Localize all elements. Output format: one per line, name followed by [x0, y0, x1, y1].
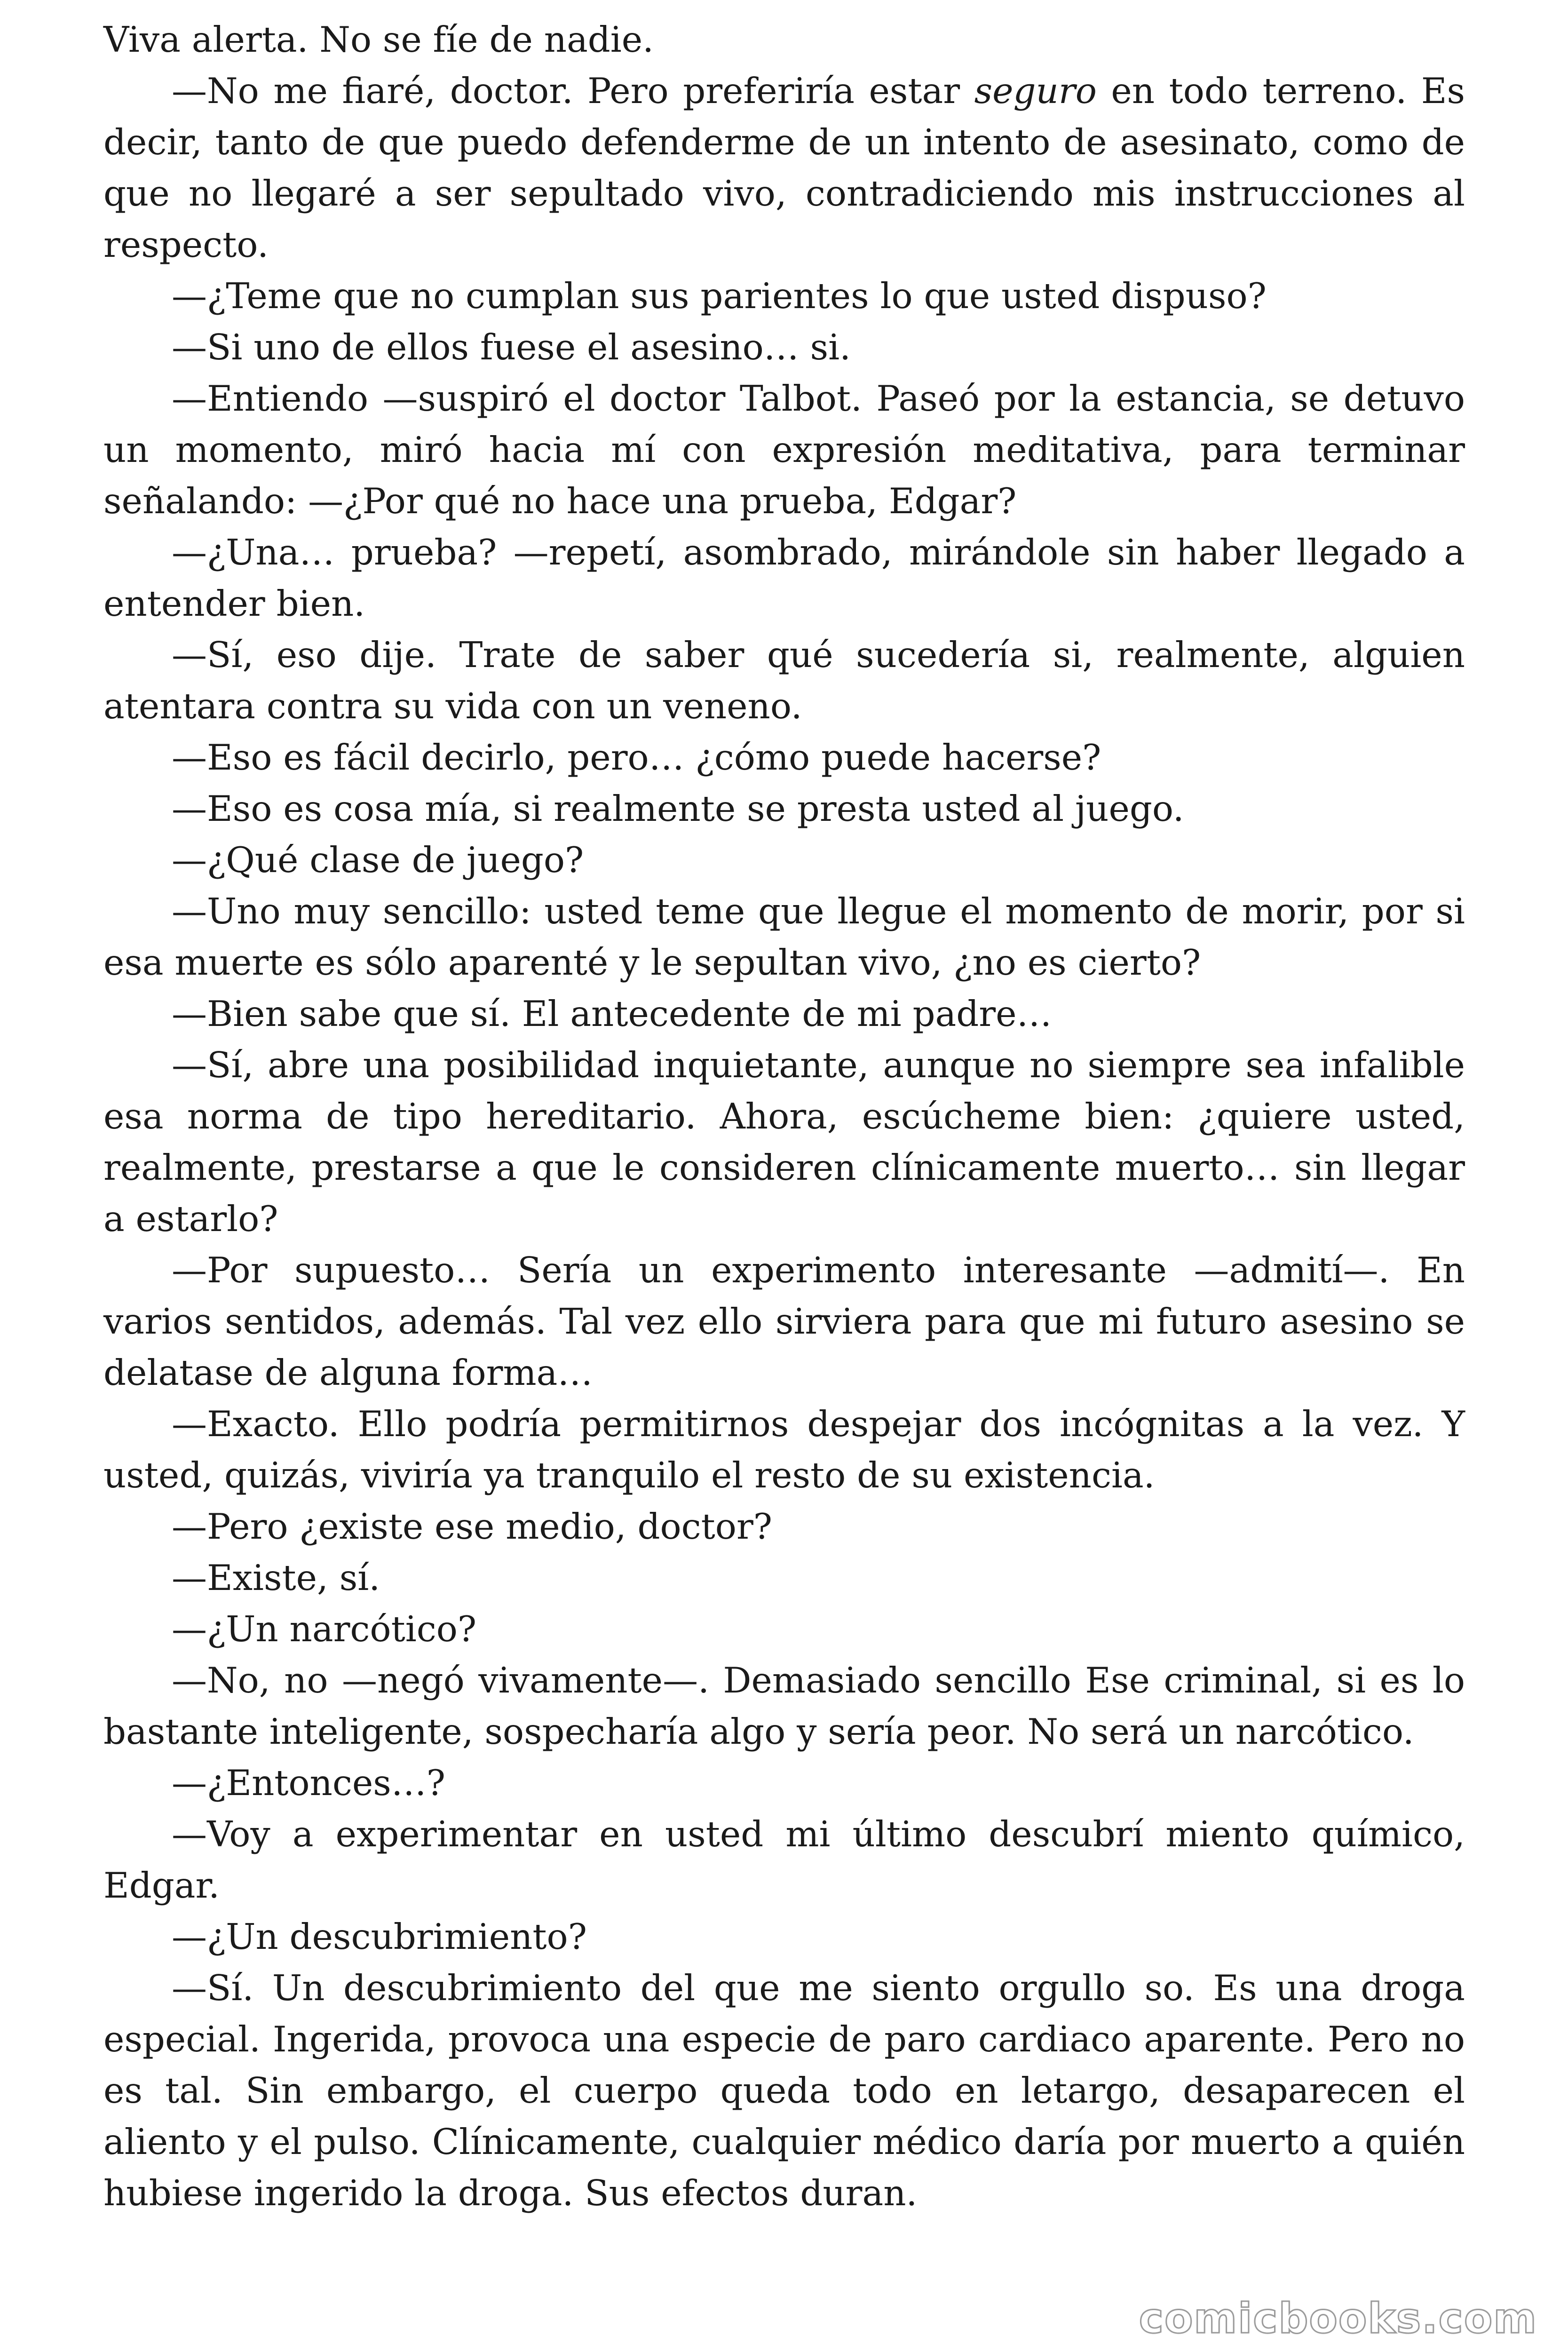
paragraph: —¿Teme que no cumplan sus parientes lo que usted dispuso? — [172, 275, 1267, 317]
paragraph: —Sí, abre una posibilidad inquietante, aunque no siempre sea infalible esa norma de tipo hereditario. Ahora, escúcheme bien: ¿quiere usted, realmente, prestarse a que le consideren clínicamente muerto… sin llegar a estarlo? — [103, 1044, 1465, 1240]
paragraph: —Sí. Un descubrimiento del que me siento orgullo so. Es una droga especial. Ingerida, provoca una especie de paro cardiaco aparente. Pero no es tal. Sin embargo, el cuerpo queda todo en letargo, desaparecen el aliento y el pulso. Clínicamente, cualquier médico daría por muerto a quién hubiese ingerido la droga. Sus efectos duran. — [103, 1967, 1465, 2214]
paragraph: —Bien sabe que sí. El antecedente de mi padre… — [172, 993, 1052, 1034]
paragraph: —¿Un narcótico? — [172, 1608, 477, 1650]
paragraph: —Uno muy sencillo: usted teme que llegue el momento de morir, por si esa muerte es sólo aparenté y le sepultan vivo, ¿no es cierto? — [103, 890, 1465, 983]
paragraph: —Entiendo —suspiró el doctor Talbot. Paseó por la estancia, se detuvo un momento, miró hacia mí con expresión meditativa, para terminar señalando: —¿Por qué no hace una prueba, Edgar? — [103, 378, 1465, 522]
paragraph: —Pero ¿existe ese medio, doctor? — [172, 1506, 773, 1547]
paragraph: Viva alerta. No se fíe de nadie. — [103, 19, 654, 60]
paragraph: —¿Qué clase de juego? — [172, 839, 584, 881]
paragraph: —¿Una… prueba? —repetí, asombrado, mirándole sin haber llegado a entender bien. — [103, 532, 1465, 624]
paragraph: —No me fiaré, doctor. Pero preferiría estar seguro en todo terreno. Es decir, tanto de que puedo defenderme de un intento de asesinato, como de que no llegaré a ser sepultado vivo, contradiciendo mis instrucciones al respecto. — [103, 70, 1465, 265]
paragraph: —¿Entonces…? — [172, 1762, 445, 1804]
paragraph: —Existe, sí. — [172, 1557, 380, 1598]
paragraph: —¿Un descubrimiento? — [172, 1916, 587, 1957]
book-page-text — [103, 14, 1465, 2219]
paragraph: —Si uno de ellos fuese el asesino… si. — [172, 326, 851, 368]
paragraph: —Sí, eso dije. Trate de saber qué sucedería si, realmente, alguien atentara contra su vida con un veneno. — [103, 634, 1465, 727]
paragraph: —Por supuesto… Sería un experimento interesante —admití—. En varios sentidos, además. Tal vez ello sirviera para que mi futuro asesino se delatase de alguna forma… — [103, 1249, 1465, 1393]
paragraph: —Eso es cosa mía, si realmente se presta usted al juego. — [172, 788, 1184, 829]
paragraph: —Exacto. Ello podría permitirnos despejar dos incógnitas a la vez. Y usted, quizás, viviría ya tranquilo el resto de su existencia. — [103, 1403, 1465, 1496]
paragraph: —Voy a experimentar en usted mi último descubrí miento químico, Edgar. — [103, 1813, 1465, 1906]
watermark: comicbooks.com — [1139, 2294, 1537, 2343]
paragraph: —Eso es fácil decirlo, pero… ¿cómo puede hacerse? — [172, 737, 1101, 778]
paragraph: —No, no —negó vivamente—. Demasiado sencillo Ese criminal, si es lo bastante inteligente, sospecharía algo y sería peor. No será un narcótico. — [103, 1660, 1465, 1752]
